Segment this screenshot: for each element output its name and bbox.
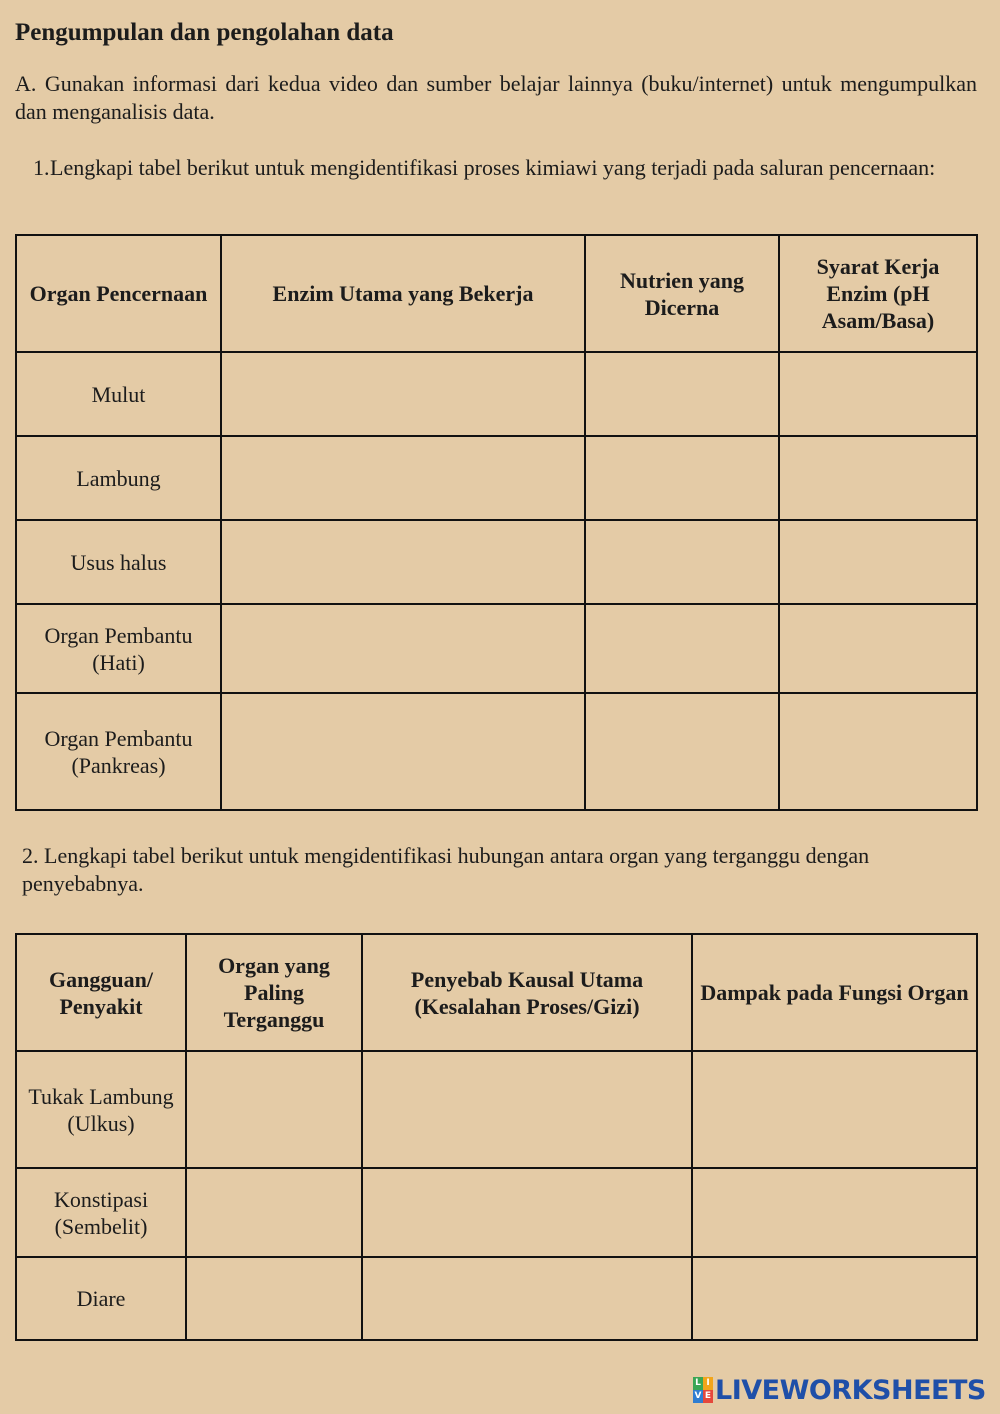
row-label: Organ Pembantu (Pankreas) — [16, 693, 221, 810]
table-row — [16, 1168, 977, 1257]
logo-letter-e: E — [704, 1391, 712, 1401]
answer-cell[interactable] — [221, 520, 585, 604]
header-disorder: Gangguan/ Penyakit — [16, 934, 186, 1051]
header-nutrient: Nutrien yang Dicerna — [585, 235, 779, 352]
liveworksheets-logo[interactable] — [693, 1374, 986, 1406]
brand-name: LIVEWORKSHEETS — [715, 1374, 986, 1406]
question-1 — [33, 154, 977, 182]
logo-letter-v: V — [694, 1391, 702, 1401]
answer-cell[interactable] — [362, 1257, 692, 1340]
digestion-enzyme-table — [15, 234, 978, 811]
table-row — [16, 1257, 977, 1340]
row-label: Konstipasi (Sembelit) — [16, 1168, 186, 1257]
logo-mark-icon — [693, 1377, 713, 1403]
instruction-paragraph: A. Gunakan informasi dari kedua video dan sumber belajar lainnya (buku/internet) untuk mengumpulkan dan menganalisis data. — [15, 71, 977, 124]
row-label: Diare — [16, 1257, 186, 1340]
answer-cell[interactable] — [585, 604, 779, 693]
row-label: Mulut — [16, 352, 221, 436]
answer-cell[interactable] — [779, 352, 977, 436]
header-organ: Organ Pencernaan — [16, 235, 221, 352]
answer-cell[interactable] — [221, 693, 585, 810]
answer-cell[interactable] — [186, 1257, 362, 1340]
answer-cell[interactable] — [585, 352, 779, 436]
disorder-cause-table — [15, 933, 978, 1341]
question-1-text: Lengkapi tabel berikut untuk mengidentifikasi proses kimiawi yang terjadi pada saluran pencernaan: — [50, 155, 936, 180]
answer-cell[interactable] — [692, 1168, 977, 1257]
answer-cell[interactable] — [779, 520, 977, 604]
table-row — [16, 604, 977, 693]
answer-cell[interactable] — [186, 1168, 362, 1257]
row-label: Usus halus — [16, 520, 221, 604]
header-ph-condition: Syarat Kerja Enzim (pH Asam/Basa) — [779, 235, 977, 352]
answer-cell[interactable] — [362, 1051, 692, 1168]
table-header-row — [16, 235, 977, 352]
answer-cell[interactable] — [585, 436, 779, 520]
header-main-cause: Penyebab Kausal Utama (Kesalahan Proses/Gizi) — [362, 934, 692, 1051]
header-affected-organ: Organ yang Paling Terganggu — [186, 934, 362, 1051]
table-header-row — [16, 934, 977, 1051]
answer-cell[interactable] — [362, 1168, 692, 1257]
header-impact: Dampak pada Fungsi Organ — [692, 934, 977, 1051]
row-label: Tukak Lambung (Ulkus) — [16, 1051, 186, 1168]
page-title: Pengumpulan dan pengolahan data — [15, 19, 394, 46]
logo-letter-l: L — [693, 1377, 703, 1390]
answer-cell[interactable] — [221, 436, 585, 520]
table-row — [16, 520, 977, 604]
table-row — [16, 1051, 977, 1168]
answer-cell[interactable] — [779, 436, 977, 520]
question-2: 2. Lengkapi tabel berikut untuk mengidentifikasi hubungan antara organ yang terganggu dengan penyebabnya. — [22, 843, 870, 896]
answer-cell[interactable] — [186, 1051, 362, 1168]
answer-cell[interactable] — [692, 1051, 977, 1168]
answer-cell[interactable] — [779, 693, 977, 810]
table-row — [16, 436, 977, 520]
answer-cell[interactable] — [221, 352, 585, 436]
answer-cell[interactable] — [221, 604, 585, 693]
answer-cell[interactable] — [692, 1257, 977, 1340]
question-1-number: 1. — [33, 155, 50, 180]
answer-cell[interactable] — [585, 520, 779, 604]
answer-cell[interactable] — [779, 604, 977, 693]
answer-cell[interactable] — [585, 693, 779, 810]
table-row — [16, 352, 977, 436]
header-enzyme: Enzim Utama yang Bekerja — [221, 235, 585, 352]
row-label: Lambung — [16, 436, 221, 520]
table-row — [16, 693, 977, 810]
logo-letter-i: I — [703, 1377, 713, 1390]
row-label: Organ Pembantu (Hati) — [16, 604, 221, 693]
